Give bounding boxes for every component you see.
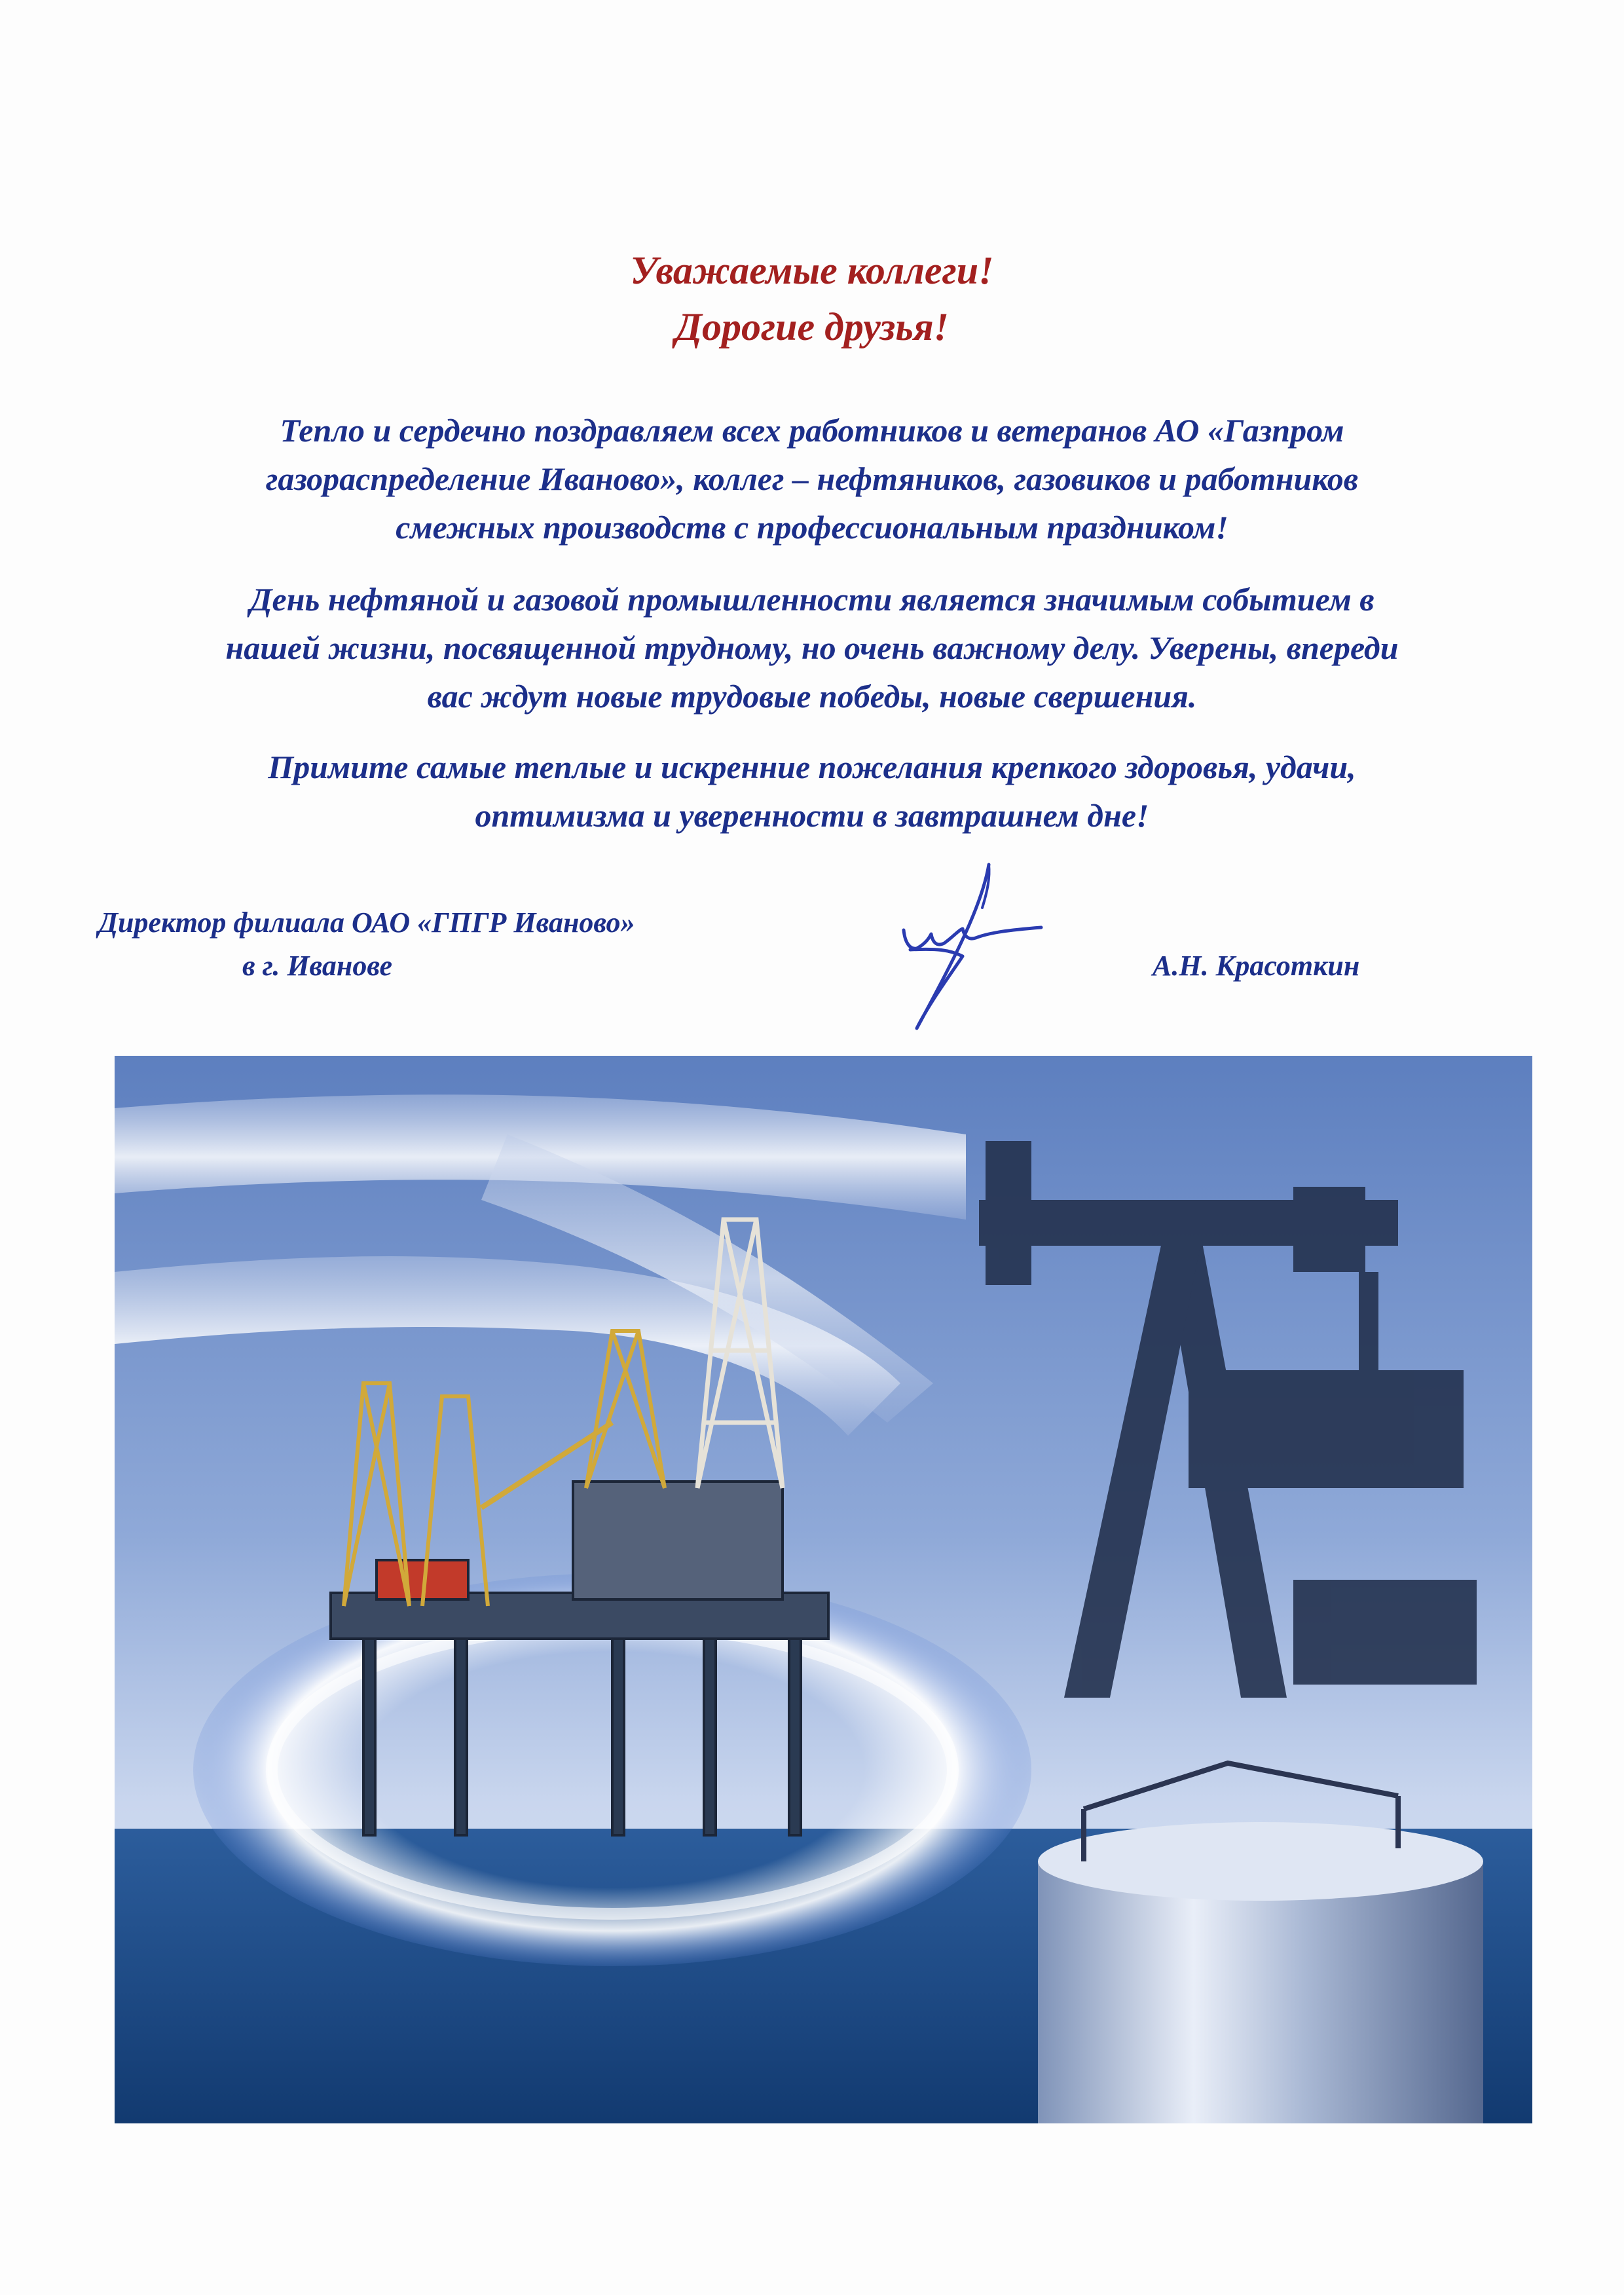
paragraph-line: смежных производств с профессиональным праздником! [396, 509, 1228, 546]
oil-gas-collage-image [115, 1056, 1532, 2123]
paragraph-line: Тепло и сердечно поздравляем всех работников и ветеранов АО «Газпром [280, 412, 1344, 449]
greeting-line-2: Дорогие друзья! [674, 305, 950, 348]
industry-day-paragraph [98, 575, 1526, 720]
position-line-1: Директор филиала ОАО «ГПГР Иваново» [98, 906, 635, 939]
paragraph-line: Примите самые теплые и искренние пожелания крепкого здоровья, удачи, [268, 749, 1356, 785]
handwritten-signature-icon [891, 851, 1061, 1048]
greeting-line-1: Уважаемые коллеги! [630, 249, 994, 292]
position-line-2: в г. Иванове [242, 950, 392, 982]
paragraph-line: оптимизма и уверенности в завтрашнем дне! [475, 797, 1149, 834]
signatory-name: А.Н. Красоткин [1153, 950, 1360, 982]
paragraph-line: вас ждут новые трудовые победы, новые свершения. [427, 678, 1197, 715]
signatory-position [98, 901, 727, 988]
greeting-heading [0, 242, 1624, 355]
wishes-paragraph [98, 743, 1526, 840]
congratulation-paragraph [98, 406, 1526, 551]
paragraph-line: газораспределение Иваново», коллег – нефтяников, газовиков и работников [265, 460, 1359, 497]
paragraph-line: День нефтяной и газовой промышленности является значимым событием в [249, 581, 1375, 618]
paragraph-line: нашей жизни, посвященной трудному, но очень важному делу. Уверены, впереди [225, 629, 1399, 666]
